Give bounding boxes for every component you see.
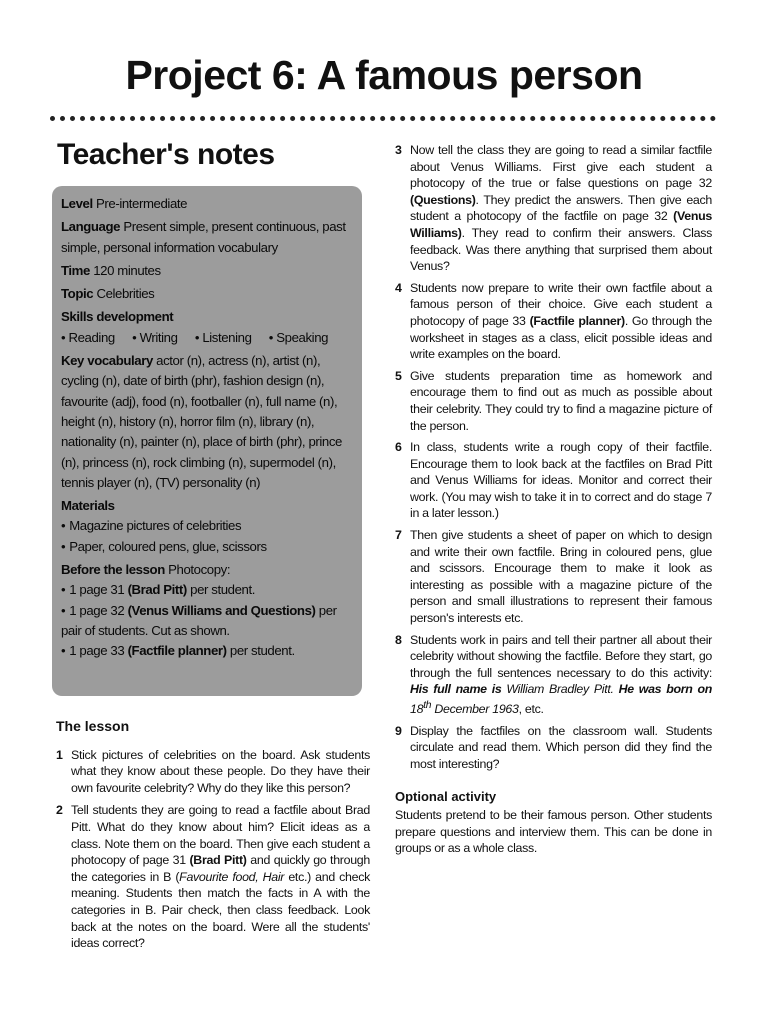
info-skills (61, 328, 354, 348)
info-time (61, 261, 354, 281)
right-column (395, 142, 712, 857)
skill-item: • Reading (61, 329, 115, 345)
lesson-step (395, 723, 712, 773)
step-number: 9 (395, 723, 402, 738)
lesson-step (56, 802, 370, 951)
info-label: Skills development (61, 309, 174, 325)
page-title: Project 6: A famous person (125, 52, 643, 98)
info-label: Materials (61, 498, 115, 514)
skill-item: • Speaking (268, 329, 329, 345)
photocopy-list (61, 580, 354, 661)
optional-activity-text: Students pretend to be their famous person. Other students prepare questions and interview them. This can be done in groups or as a whole class. (395, 808, 712, 856)
section-heading-teachers-notes: Teacher's notes (57, 138, 275, 171)
step-text: Then give students a sheet of paper on which to design and write their own factfile. Bring in coloured pens, glue and scissors. Encourage them to make it look as interesting as possible with a magazine picture of the person and small illustrations to represent their famous person's interests etc. (410, 528, 712, 626)
step-text: Stick pictures of celebrities on the board. Ask students what they know about these people. Do they have their own favourite celebrity? Why do they like this person? (71, 747, 370, 795)
lesson-step (395, 527, 712, 627)
step-number: 2 (56, 803, 63, 818)
info-label: Topic (61, 286, 94, 302)
lesson-step (395, 142, 712, 275)
lesson-step (395, 368, 712, 434)
step-number: 4 (395, 280, 402, 295)
lesson-step (56, 747, 370, 797)
info-value: actor (n), actress (n), artist (n), cycling (n), date of birth (phr), fashion design (n), favourite (adj), food (n), footballer (n), full name (n), height (n), history (n), horror film (n), library (n), nationality (n), painter (n), place of birth (phr), prince (n), princess (n), rock climbing (n), supermodel (n), tennis player (n), (TV) personality (n) (61, 353, 342, 490)
list-item: • Magazine pictures of celebrities (61, 516, 354, 536)
info-level (61, 194, 354, 214)
lesson-step (395, 280, 712, 363)
lesson-step (395, 632, 712, 718)
materials-list (61, 516, 354, 557)
info-label: Time (61, 262, 90, 278)
info-value: Present simple, present continuous, past simple, personal information vocabulary (61, 219, 346, 255)
step-number: 1 (56, 747, 63, 762)
skill-item: • Listening (194, 329, 252, 345)
skill-item: • Writing (132, 329, 178, 345)
step-number: 7 (395, 528, 402, 543)
step-text: Now tell the class they are going to read a similar factfile about Venus Williams. First give each student a photocopy of the true or false questions on page 32 (Questions). They predict the answers. Then give each student a photocopy of the factfile on page 32 (Venus Williams). They read to confirm their answers. Class feedback. Was there anything that surprised them about Venus? (410, 143, 712, 274)
info-label: Key vocabulary (61, 353, 153, 369)
step-number: 5 (395, 368, 402, 383)
info-language (61, 217, 354, 258)
left-column (56, 718, 370, 958)
step-number: 8 (395, 632, 402, 647)
section-heading-lesson: The lesson (56, 718, 130, 734)
list-item: • 1 page 31 (Brad Pitt) per student. (61, 580, 354, 600)
step-number: 6 (395, 440, 402, 455)
info-vocabulary (61, 351, 354, 493)
step-text: Students work in pairs and tell their partner all about their celebrity without showing the factfile. Before they start, go through the full sentences necessary to do this activity: His full name is William Bradley Pitt. He was born on 18th December 1963, etc. (410, 632, 712, 717)
step-text: Display the factfiles on the classroom wall. Students circulate and read them. Which person did they find the most interesting? (410, 723, 712, 771)
step-text: Tell students they are going to read a factfile about Brad Pitt. What do they know about him? Elicit ideas as a class. Note them on the board. Then give each student a photocopy of page 31 (Brad Pitt) and quickly go through the categories in B (Favourite food, Hair etc.) and check meaning. Students then match the facts in A with the categories in B. Pair check, then class feedback. Look back at the notes on the board. Were all the students' ideas correct? (71, 803, 370, 951)
step-text: Students now prepare to write their own factfile about a famous person of their choice. Give each student a photocopy of page 33 (Factfile planner). Go through the worksheet in stages as a class, elicit possible ideas and write examples on the board. (410, 280, 713, 362)
info-value: Celebrities (96, 286, 155, 302)
info-label: Before the lesson (61, 562, 165, 578)
step-number: 3 (395, 143, 402, 157)
section-heading-optional: Optional activity (395, 788, 497, 804)
info-value: 120 minutes (93, 262, 161, 278)
info-label: Language (61, 219, 121, 235)
list-item: • Paper, coloured pens, glue, scissors (61, 537, 354, 557)
info-label: Level (61, 196, 93, 211)
dotted-divider (50, 116, 716, 121)
list-item: • 1 page 32 (Venus Williams and Questions) per pair of students. Cut as shown. (61, 601, 354, 642)
step-text: In class, students write a rough copy of their factfile. Encourage them to look back at the factfiles on Brad Pitt and Venus Williams for ideas. Monitor and correct their work. (You may wish to take it in to correct and do stage 7 in a later lesson.) (410, 440, 712, 521)
list-item: • 1 page 33 (Factfile planner) per student. (61, 641, 354, 661)
step-text: Give students preparation time as homework and encourage them to find out as much as possible about their celebrity. They could try to find a magazine picture of the person. (410, 368, 712, 433)
info-before-lesson (61, 560, 354, 580)
info-topic (61, 284, 354, 304)
lesson-info-box (52, 186, 362, 696)
lesson-step (395, 439, 712, 522)
info-value: Photocopy: (168, 562, 231, 578)
info-value: Pre-intermediate (96, 196, 188, 211)
